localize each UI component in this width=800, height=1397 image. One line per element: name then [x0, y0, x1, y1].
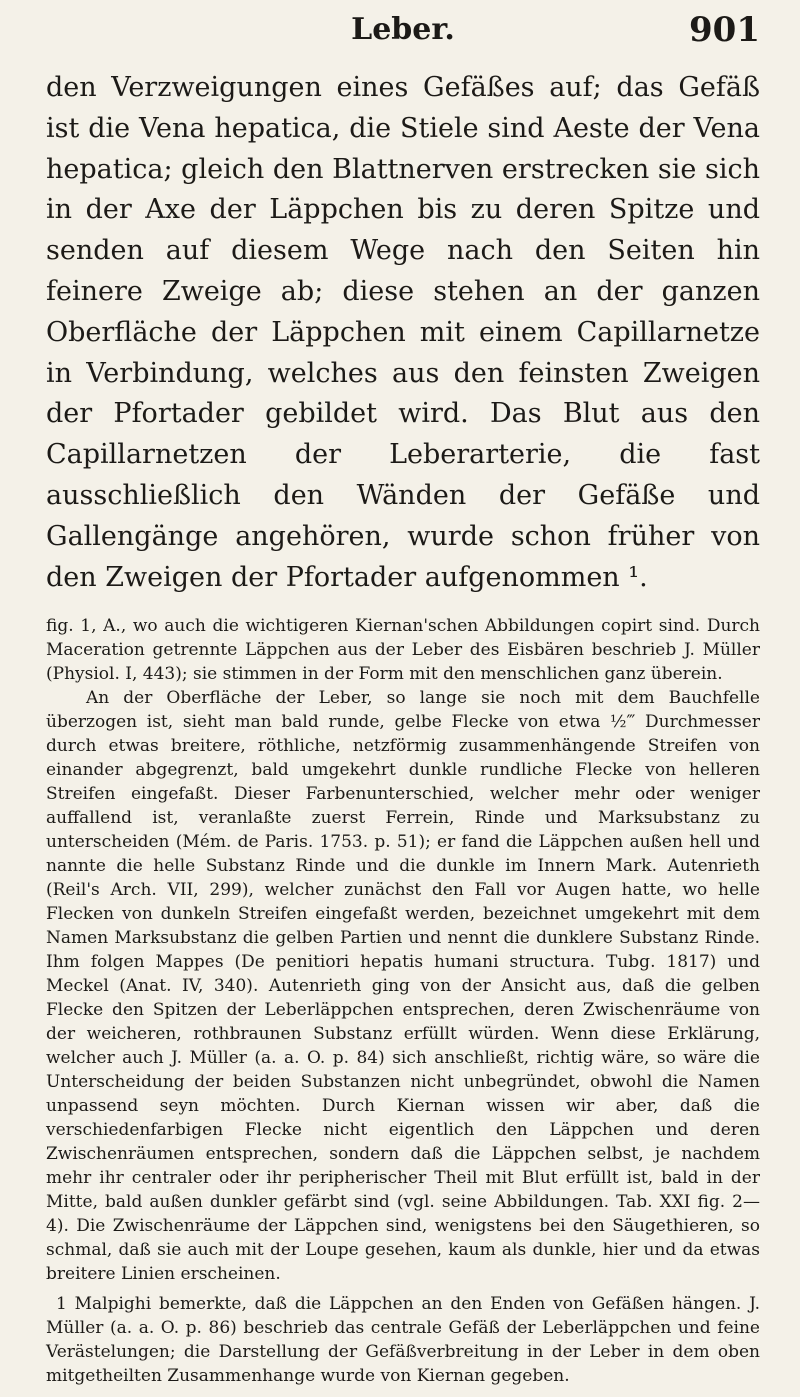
figure-note-reference: fig. 1, A., wo auch die wichtigeren Kiernan'schen Abbildungen copirt sind. Durch Maceration getrennte Läppchen aus der Leber des Eisbären beschrieb J. Müller (Physiol. I, 443); sie stimmen in der Form mit den menschlichen ganz überein. [46, 616, 760, 685]
figure-notes [46, 614, 760, 1286]
footnote: 1 Malpighi bemerkte, daß die Läppchen an den Enden von Gefäßen hängen. J. Müller (a. a. O. p. 86) beschrieb das centrale Gefäß der Leberläppchen und feine Verästelungen; die Darstellung der Gefäßverbreitung in der Leber in dem oben mitgetheilten Zusammenhange wurde von Kiernan gegeben. [46, 1294, 760, 1387]
main-paragraph: den Verzweigungen eines Gefäßes auf; das Gefäß ist die Vena hepatica, die Stiele sind Aeste der Vena hepatica; gleich den Blattnerven erstrecken sie sich in der Axe der Läppchen bis zu deren Spitze und senden auf diesem Wege nach den Seiten hin feinere Zweige ab; diese stehen an der ganzen Oberfläche der Läppchen mit einem Capillarnetze in Verbindung, welches aus den feinsten Zweigen der Pfortader gebildet wird. Das Blut aus den Capillarnetzen der Leberarterie, die fast ausschließlich den Wänden der Gefäße und Gallengänge angehören, wurde schon früher von den Zweigen der Pfortader aufgenommen ¹. [46, 72, 760, 593]
page-header [46, 0, 760, 60]
figure-note-paragraph: An der Oberfläche der Leber, so lange sie noch mit dem Bauchfelle überzogen ist, sieht man bald runde, gelbe Flecke von etwa ½‴ Durchmesser durch etwas breitere, röthliche, netzförmig zusammenhängende Streifen von einander abgegrenzt, bald umgekehrt dunkle rundliche Flecke von helleren Streifen eingefaßt. Dieser Farbenunterschied, welcher mehr oder weniger auffallend ist, veranlaßte zuerst Ferrein, Rinde und Marksubstanz zu unterscheiden (Mém. de Paris. 1753. p. 51); er fand die Läppchen außen hell und nannte die helle Substanz Rinde und die dunkle im Innern Mark. Autenrieth (Reil's Arch. VII, 299), welcher zunächst den Fall vor Augen hatte, wo helle Flecken von dunkeln Streifen eingefaßt werden, bezeichnet umgekehrt mit dem Namen Marksubstanz die gelben Partien und nennt die dunklere Substanz Rinde. Ihm folgen Mappes (De penitiori hepatis humani structura. Tubg. 1817) und Meckel (Anat. IV, 340). Autenrieth ging von der Ansicht aus, daß die gelben Flecke den Spitzen der Leberläppchen entsprechen, deren Zwischenräume von der weicheren, rothbraunen Substanz erfüllt würden. Wenn diese Erklärung, welcher auch J. Müller (a. a. O. p. 84) sich anschließt, richtig wäre, so wäre die Unterscheidung der beiden Substanzen nicht unbegründet, obwohl die Namen unpassend seyn möchten. Durch Kiernan wissen wir aber, daß die verschiedenfarbigen Flecke nicht eigentlich den Läppchen und deren Zwischenräumen entsprechen, sondern daß die Läppchen selbst, je nachdem mehr ihr centraler oder ihr peripherischer Theil mit Blut erfüllt ist, bald in der Mitte, bald außen dunkler gefärbt sind (vgl. seine Abbildungen. Tab. XXI fig. 2—4). Die Zwischenräume der Läppchen sind, wenigstens bei den Säugethieren, so schmal, daß sie auch mit der Loupe gesehen, kaum als dunkle, hier und da etwas breitere Linien erscheinen. [46, 688, 760, 1285]
running-head: Leber. [351, 12, 455, 47]
page-number: 901 [689, 10, 760, 50]
